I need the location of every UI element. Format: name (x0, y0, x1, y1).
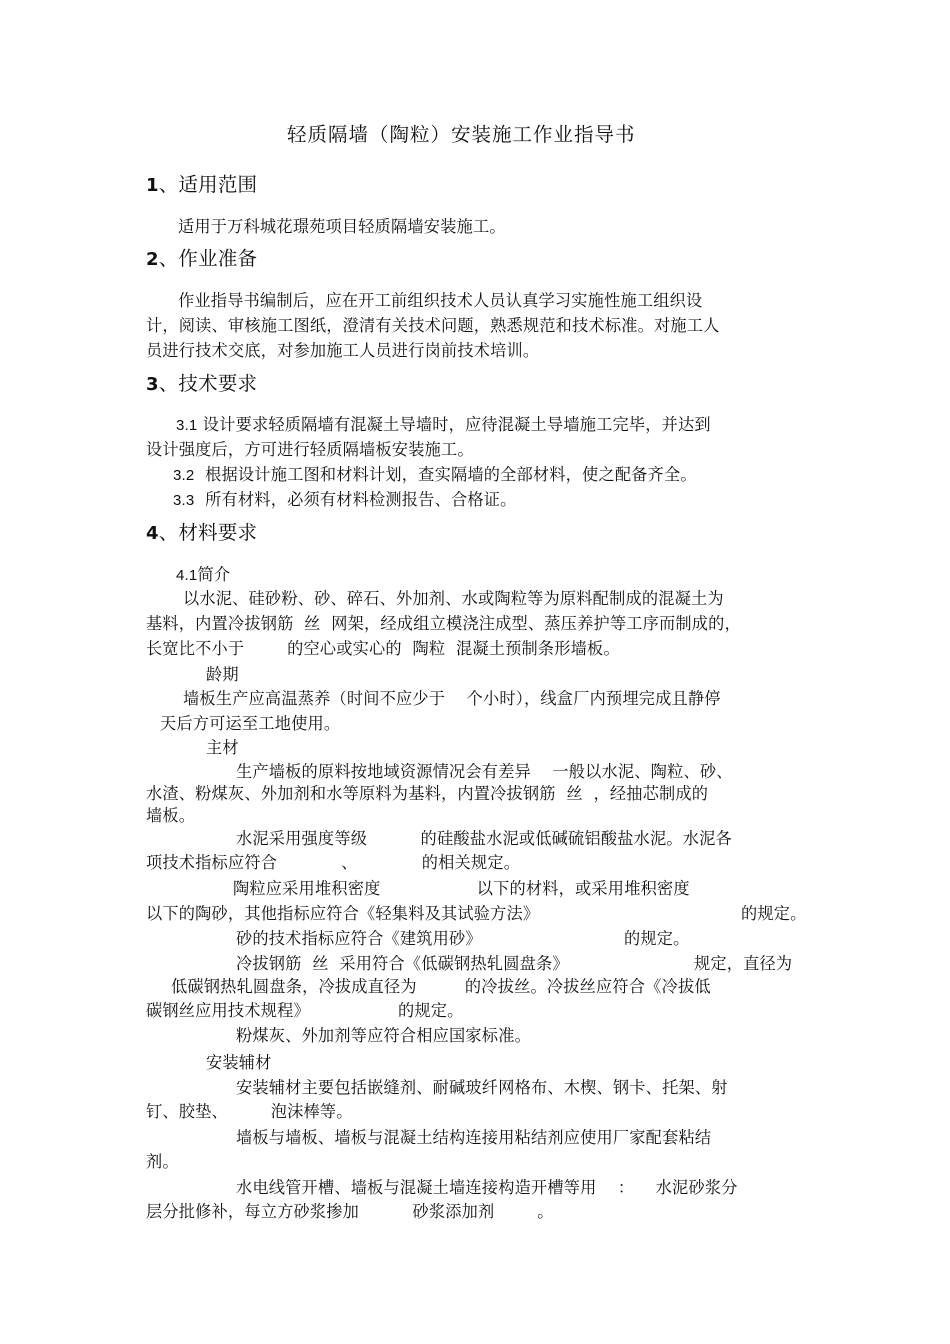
main-material-line: 生产墙板的原料按地域资源情况会有差异 一般以水泥、陶粒、砂、 (236, 762, 733, 781)
section-4-number: 4 (146, 523, 159, 544)
section-2-line: 作业指导书编制后，应在开工前组织技术人员认真学习实施性施工组织设 (178, 291, 703, 310)
main-material-line: 砂的技术指标应符合《建筑用砂》 (236, 929, 482, 948)
main-material-line: 规定，直径为 (694, 954, 793, 973)
main-material-line: 低碳钢热轧圆盘条，冷拔成直径为 的冷拔丝。冷拔丝应符合《冷拔低 (171, 977, 711, 996)
section-2-heading (146, 248, 257, 271)
section-3-item: 设计强度后，方可进行轻质隔墙板安装施工。 (146, 440, 474, 459)
main-material-line: 冷拔钢筋 丝 采用符合《低碳钢热轧圆盘条》 (236, 954, 569, 973)
aux-material-line: 层分批修补，每立方砂浆掺加 砂浆添加剂 。 (146, 1202, 554, 1221)
main-material-line: 墙板。 (146, 806, 196, 825)
main-material-line: 以下的陶砂，其他指标应符合《轻集料及其试验方法》 (146, 904, 540, 923)
item-number: 3.3 (173, 492, 195, 509)
age-line: 墙板生产应高温蒸养（时间不应少于 个小时），线盒厂内预埋完成且静停 (183, 689, 721, 708)
age-line: 天后方可运至工地使用。 (160, 714, 341, 733)
aux-material-line: 水电线管开槽、墙板与混凝土墙连接构造开槽等用 ： 水泥砂浆分 (236, 1178, 738, 1197)
aux-material-line: 墙板与墙板、墙板与混凝土结构连接用粘结剂应使用厂家配套粘结 (236, 1128, 712, 1147)
item-text: 根据设计施工图和材料计划，查实隔墙的全部材料，使之配备齐全。 (194, 465, 697, 484)
main-material-line: 陶粒应采用堆积密度 以下的材料，或采用堆积密度 (233, 879, 690, 898)
section-4-heading (146, 522, 257, 545)
main-material-line: 水泥采用强度等级 的硅酸盐水泥或低碱硫铝酸盐水泥。水泥各 (236, 829, 732, 848)
section-2-number: 2 (146, 249, 159, 270)
subsection-title: 简介 (197, 565, 231, 584)
section-1-heading (146, 174, 257, 197)
item-text: 设计要求轻质隔墙有混凝土导墙时，应待混凝土导墙施工完毕，并达到 (197, 415, 711, 434)
intro-line: 以水泥、硅砂粉、砂、碎石、外加剂、水或陶粒等为原料配制成的混凝土为 (183, 589, 724, 608)
item-number: 3.1 (176, 417, 198, 434)
main-material-line: 粉煤灰、外加剂等应符合相应国家标准。 (236, 1026, 531, 1045)
section-3-heading (146, 373, 257, 396)
main-material-heading: 主材 (206, 738, 239, 757)
section-3-item (173, 464, 697, 487)
item-number: 3.2 (173, 467, 195, 484)
main-material-line: 的规定。 (741, 904, 807, 923)
intro-line: 基料，内置冷拔钢筋 丝 网架，经成组立模浇注成型、蒸压养护等工序而制成的， (146, 614, 741, 633)
section-2-title: 、作业准备 (158, 247, 258, 270)
main-material-line: 水渣、粉煤灰、外加剂和水等原料为基料，内置冷拔钢筋 丝 ，经抽芯制成的 (146, 784, 709, 803)
section-3-title: 、技术要求 (158, 372, 258, 395)
aux-material-line: 剂。 (146, 1152, 179, 1171)
section-2-line: 员进行技术交底，对参加施工人员进行岗前技术培训。 (146, 341, 540, 360)
main-material-line: 的规定。 (398, 1001, 464, 1020)
document-title: 轻质隔墙（陶粒）安装施工作业指导书 (287, 123, 636, 146)
aux-material-line: 安装辅材主要包括嵌缝剂、耐碱玻纤网格布、木楔、钢卡、托架、射 (236, 1078, 728, 1097)
section-4-title: 、材料要求 (158, 521, 258, 544)
section-1-title: 、适用范围 (158, 173, 258, 196)
aux-material-line: 钉、胶垫、 泡沫棒等。 (146, 1102, 353, 1121)
main-material-line: 碳钢丝应用技术规程》 (146, 1001, 310, 1020)
age-heading: 龄期 (206, 665, 239, 684)
subsection-4-1-heading (176, 564, 230, 587)
intro-line: 长宽比不小于 的空心或实心的 陶粒 混凝土预制条形墙板。 (146, 639, 620, 658)
section-3-number: 3 (146, 374, 159, 395)
item-text: 所有材料，必须有材料检测报告、合格证。 (194, 490, 517, 509)
aux-material-heading: 安装辅材 (206, 1053, 272, 1072)
subsection-number: 4.1 (176, 567, 198, 584)
section-1-number: 1 (146, 175, 159, 196)
main-material-line: 的规定。 (624, 929, 690, 948)
section-1-text: 适用于万科城花璟苑项目轻质隔墙安装施工。 (178, 217, 506, 236)
section-3-item (176, 414, 711, 437)
section-3-item (173, 489, 517, 512)
section-2-line: 计，阅读、审核施工图纸，澄清有关技术问题，熟悉规范和技术标准。对施工人 (146, 316, 720, 335)
main-material-line: 项技术指标应符合 、 的相关规定。 (146, 853, 521, 872)
